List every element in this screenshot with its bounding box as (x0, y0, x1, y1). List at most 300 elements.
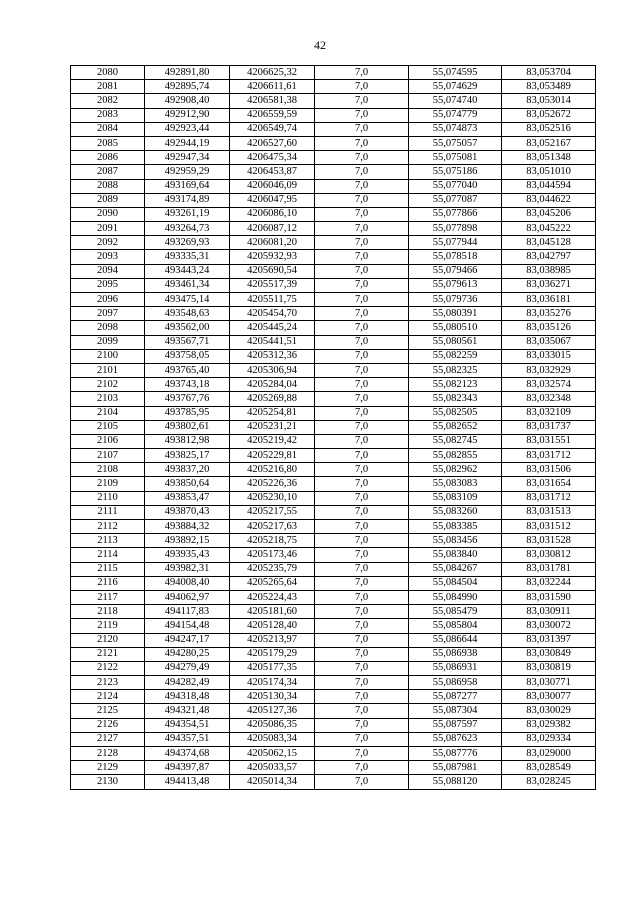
table-row (71, 321, 596, 335)
coordinates-table (70, 65, 596, 790)
point-number-cell: 2093 (71, 250, 145, 264)
y-coordinate-cell: 4205441,51 (230, 335, 315, 349)
tolerance-cell: 7,0 (315, 676, 409, 690)
table-row (71, 236, 596, 250)
table-row (71, 420, 596, 434)
page-number: 42 (314, 38, 326, 52)
latitude-cell: 55,077866 (409, 207, 502, 221)
point-number-cell: 2091 (71, 222, 145, 236)
tolerance-cell: 7,0 (315, 477, 409, 491)
tolerance-cell: 7,0 (315, 590, 409, 604)
point-number-cell: 2087 (71, 165, 145, 179)
table-row (71, 349, 596, 363)
table-row (71, 307, 596, 321)
table-row (71, 775, 596, 789)
longitude-cell: 83,029334 (502, 732, 596, 746)
x-coordinate-cell: 493169,64 (145, 179, 230, 193)
longitude-cell: 83,038985 (502, 264, 596, 278)
latitude-cell: 55,075186 (409, 165, 502, 179)
longitude-cell: 83,030077 (502, 690, 596, 704)
y-coordinate-cell: 4205219,42 (230, 434, 315, 448)
latitude-cell: 55,083456 (409, 534, 502, 548)
point-number-cell: 2095 (71, 278, 145, 292)
x-coordinate-cell: 492895,74 (145, 80, 230, 94)
point-number-cell: 2129 (71, 761, 145, 775)
table-row (71, 80, 596, 94)
point-number-cell: 2112 (71, 520, 145, 534)
tolerance-cell: 7,0 (315, 463, 409, 477)
y-coordinate-cell: 4206047,95 (230, 193, 315, 207)
point-number-cell: 2111 (71, 505, 145, 519)
x-coordinate-cell: 494279,49 (145, 661, 230, 675)
latitude-cell: 55,082259 (409, 349, 502, 363)
x-coordinate-cell: 493825,17 (145, 449, 230, 463)
tolerance-cell: 7,0 (315, 647, 409, 661)
point-number-cell: 2107 (71, 449, 145, 463)
longitude-cell: 83,032109 (502, 406, 596, 420)
x-coordinate-cell: 494154,48 (145, 619, 230, 633)
latitude-cell: 55,083083 (409, 477, 502, 491)
y-coordinate-cell: 4205230,10 (230, 491, 315, 505)
latitude-cell: 55,080510 (409, 321, 502, 335)
y-coordinate-cell: 4205213,97 (230, 633, 315, 647)
table-row (71, 491, 596, 505)
y-coordinate-cell: 4205174,34 (230, 676, 315, 690)
longitude-cell: 83,030819 (502, 661, 596, 675)
table-row (71, 136, 596, 150)
tolerance-cell: 7,0 (315, 775, 409, 789)
longitude-cell: 83,030771 (502, 676, 596, 690)
latitude-cell: 55,085479 (409, 605, 502, 619)
y-coordinate-cell: 4205127,36 (230, 704, 315, 718)
latitude-cell: 55,082855 (409, 449, 502, 463)
x-coordinate-cell: 493548,63 (145, 307, 230, 321)
longitude-cell: 83,036271 (502, 278, 596, 292)
x-coordinate-cell: 494247,17 (145, 633, 230, 647)
y-coordinate-cell: 4205173,46 (230, 548, 315, 562)
point-number-cell: 2114 (71, 548, 145, 562)
x-coordinate-cell: 493892,15 (145, 534, 230, 548)
table-row (71, 718, 596, 732)
y-coordinate-cell: 4205216,80 (230, 463, 315, 477)
longitude-cell: 83,051348 (502, 151, 596, 165)
longitude-cell: 83,032348 (502, 392, 596, 406)
tolerance-cell: 7,0 (315, 179, 409, 193)
longitude-cell: 83,035067 (502, 335, 596, 349)
latitude-cell: 55,079466 (409, 264, 502, 278)
y-coordinate-cell: 4205231,21 (230, 420, 315, 434)
point-number-cell: 2101 (71, 363, 145, 377)
x-coordinate-cell: 494357,51 (145, 732, 230, 746)
y-coordinate-cell: 4205284,04 (230, 378, 315, 392)
y-coordinate-cell: 4206046,09 (230, 179, 315, 193)
longitude-cell: 83,031737 (502, 420, 596, 434)
longitude-cell: 83,042797 (502, 250, 596, 264)
x-coordinate-cell: 493870,43 (145, 505, 230, 519)
latitude-cell: 55,074779 (409, 108, 502, 122)
table-row (71, 605, 596, 619)
tolerance-cell: 7,0 (315, 264, 409, 278)
y-coordinate-cell: 4206559,59 (230, 108, 315, 122)
point-number-cell: 2108 (71, 463, 145, 477)
latitude-cell: 55,082962 (409, 463, 502, 477)
tolerance-cell: 7,0 (315, 491, 409, 505)
latitude-cell: 55,074595 (409, 66, 502, 80)
longitude-cell: 83,031551 (502, 434, 596, 448)
latitude-cell: 55,082325 (409, 363, 502, 377)
y-coordinate-cell: 4205226,36 (230, 477, 315, 491)
tolerance-cell: 7,0 (315, 321, 409, 335)
table-row (71, 590, 596, 604)
longitude-cell: 83,031654 (502, 477, 596, 491)
latitude-cell: 55,084990 (409, 590, 502, 604)
x-coordinate-cell: 493335,31 (145, 250, 230, 264)
tolerance-cell: 7,0 (315, 434, 409, 448)
tolerance-cell: 7,0 (315, 505, 409, 519)
longitude-cell: 83,045206 (502, 207, 596, 221)
table-row (71, 207, 596, 221)
point-number-cell: 2085 (71, 136, 145, 150)
point-number-cell: 2088 (71, 179, 145, 193)
table-row (71, 151, 596, 165)
y-coordinate-cell: 4205445,24 (230, 321, 315, 335)
longitude-cell: 83,030911 (502, 605, 596, 619)
y-coordinate-cell: 4205254,81 (230, 406, 315, 420)
latitude-cell: 55,087304 (409, 704, 502, 718)
x-coordinate-cell: 494354,51 (145, 718, 230, 732)
y-coordinate-cell: 4206611,61 (230, 80, 315, 94)
table-row (71, 449, 596, 463)
x-coordinate-cell: 492912,90 (145, 108, 230, 122)
table-row (71, 193, 596, 207)
latitude-cell: 55,080391 (409, 307, 502, 321)
longitude-cell: 83,031506 (502, 463, 596, 477)
longitude-cell: 83,053014 (502, 94, 596, 108)
x-coordinate-cell: 494280,25 (145, 647, 230, 661)
latitude-cell: 55,087776 (409, 747, 502, 761)
table-row (71, 520, 596, 534)
table-row (71, 562, 596, 576)
latitude-cell: 55,084504 (409, 576, 502, 590)
y-coordinate-cell: 4206527,60 (230, 136, 315, 150)
point-number-cell: 2103 (71, 392, 145, 406)
point-number-cell: 2115 (71, 562, 145, 576)
y-coordinate-cell: 4206086,10 (230, 207, 315, 221)
longitude-cell: 83,030072 (502, 619, 596, 633)
latitude-cell: 55,077944 (409, 236, 502, 250)
point-number-cell: 2092 (71, 236, 145, 250)
table-row (71, 633, 596, 647)
tolerance-cell: 7,0 (315, 236, 409, 250)
point-number-cell: 2089 (71, 193, 145, 207)
y-coordinate-cell: 4205265,64 (230, 576, 315, 590)
y-coordinate-cell: 4205224,43 (230, 590, 315, 604)
y-coordinate-cell: 4205181,60 (230, 605, 315, 619)
y-coordinate-cell: 4205128,40 (230, 619, 315, 633)
point-number-cell: 2099 (71, 335, 145, 349)
tolerance-cell: 7,0 (315, 449, 409, 463)
point-number-cell: 2123 (71, 676, 145, 690)
tolerance-cell: 7,0 (315, 732, 409, 746)
y-coordinate-cell: 4206453,87 (230, 165, 315, 179)
y-coordinate-cell: 4205130,34 (230, 690, 315, 704)
point-number-cell: 2119 (71, 619, 145, 633)
table-row (71, 363, 596, 377)
tolerance-cell: 7,0 (315, 363, 409, 377)
tolerance-cell: 7,0 (315, 562, 409, 576)
latitude-cell: 55,082652 (409, 420, 502, 434)
longitude-cell: 83,031513 (502, 505, 596, 519)
tolerance-cell: 7,0 (315, 293, 409, 307)
x-coordinate-cell: 493765,40 (145, 363, 230, 377)
y-coordinate-cell: 4205062,15 (230, 747, 315, 761)
tolerance-cell: 7,0 (315, 136, 409, 150)
latitude-cell: 55,087597 (409, 718, 502, 732)
x-coordinate-cell: 492947,34 (145, 151, 230, 165)
longitude-cell: 83,053704 (502, 66, 596, 80)
table-row (71, 676, 596, 690)
table-row (71, 335, 596, 349)
latitude-cell: 55,086644 (409, 633, 502, 647)
longitude-cell: 83,032574 (502, 378, 596, 392)
tolerance-cell: 7,0 (315, 278, 409, 292)
x-coordinate-cell: 493758,05 (145, 349, 230, 363)
y-coordinate-cell: 4205932,93 (230, 250, 315, 264)
x-coordinate-cell: 493767,76 (145, 392, 230, 406)
tolerance-cell: 7,0 (315, 66, 409, 80)
x-coordinate-cell: 494008,40 (145, 576, 230, 590)
table-row (71, 165, 596, 179)
latitude-cell: 55,078518 (409, 250, 502, 264)
x-coordinate-cell: 492908,40 (145, 94, 230, 108)
x-coordinate-cell: 493261,19 (145, 207, 230, 221)
y-coordinate-cell: 4205218,75 (230, 534, 315, 548)
longitude-cell: 83,053489 (502, 80, 596, 94)
latitude-cell: 55,083109 (409, 491, 502, 505)
tolerance-cell: 7,0 (315, 392, 409, 406)
tolerance-cell: 7,0 (315, 633, 409, 647)
point-number-cell: 2116 (71, 576, 145, 590)
tolerance-cell: 7,0 (315, 122, 409, 136)
latitude-cell: 55,087623 (409, 732, 502, 746)
latitude-cell: 55,074740 (409, 94, 502, 108)
x-coordinate-cell: 493461,34 (145, 278, 230, 292)
x-coordinate-cell: 493812,98 (145, 434, 230, 448)
point-number-cell: 2097 (71, 307, 145, 321)
point-number-cell: 2117 (71, 590, 145, 604)
point-number-cell: 2120 (71, 633, 145, 647)
point-number-cell: 2082 (71, 94, 145, 108)
latitude-cell: 55,086958 (409, 676, 502, 690)
x-coordinate-cell: 493802,61 (145, 420, 230, 434)
longitude-cell: 83,030812 (502, 548, 596, 562)
x-coordinate-cell: 494282,49 (145, 676, 230, 690)
table-row (71, 293, 596, 307)
x-coordinate-cell: 493567,71 (145, 335, 230, 349)
point-number-cell: 2124 (71, 690, 145, 704)
x-coordinate-cell: 494321,48 (145, 704, 230, 718)
longitude-cell: 83,036181 (502, 293, 596, 307)
latitude-cell: 55,088120 (409, 775, 502, 789)
table-row (71, 661, 596, 675)
table-row (71, 250, 596, 264)
x-coordinate-cell: 494117,83 (145, 605, 230, 619)
table-row (71, 747, 596, 761)
table-row (71, 378, 596, 392)
point-number-cell: 2113 (71, 534, 145, 548)
y-coordinate-cell: 4205229,81 (230, 449, 315, 463)
tolerance-cell: 7,0 (315, 718, 409, 732)
table-row (71, 576, 596, 590)
tolerance-cell: 7,0 (315, 335, 409, 349)
point-number-cell: 2104 (71, 406, 145, 420)
longitude-cell: 83,035276 (502, 307, 596, 321)
table-row (71, 704, 596, 718)
tolerance-cell: 7,0 (315, 207, 409, 221)
y-coordinate-cell: 4205454,70 (230, 307, 315, 321)
latitude-cell: 55,077898 (409, 222, 502, 236)
tolerance-cell: 7,0 (315, 193, 409, 207)
y-coordinate-cell: 4206087,12 (230, 222, 315, 236)
x-coordinate-cell: 493982,31 (145, 562, 230, 576)
x-coordinate-cell: 493850,64 (145, 477, 230, 491)
x-coordinate-cell: 493443,24 (145, 264, 230, 278)
y-coordinate-cell: 4205179,29 (230, 647, 315, 661)
point-number-cell: 2084 (71, 122, 145, 136)
x-coordinate-cell: 493174,89 (145, 193, 230, 207)
x-coordinate-cell: 494374,68 (145, 747, 230, 761)
latitude-cell: 55,074873 (409, 122, 502, 136)
longitude-cell: 83,030029 (502, 704, 596, 718)
point-number-cell: 2118 (71, 605, 145, 619)
table-row (71, 434, 596, 448)
longitude-cell: 83,045128 (502, 236, 596, 250)
point-number-cell: 2128 (71, 747, 145, 761)
point-number-cell: 2098 (71, 321, 145, 335)
longitude-cell: 83,031781 (502, 562, 596, 576)
x-coordinate-cell: 493562,00 (145, 321, 230, 335)
table-row (71, 534, 596, 548)
latitude-cell: 55,075081 (409, 151, 502, 165)
coordinates-table-body (71, 66, 596, 790)
table-row (71, 690, 596, 704)
longitude-cell: 83,032244 (502, 576, 596, 590)
longitude-cell: 83,052672 (502, 108, 596, 122)
longitude-cell: 83,031590 (502, 590, 596, 604)
y-coordinate-cell: 4205033,57 (230, 761, 315, 775)
x-coordinate-cell: 494318,48 (145, 690, 230, 704)
latitude-cell: 55,077087 (409, 193, 502, 207)
tolerance-cell: 7,0 (315, 619, 409, 633)
longitude-cell: 83,031712 (502, 449, 596, 463)
y-coordinate-cell: 4205086,35 (230, 718, 315, 732)
tolerance-cell: 7,0 (315, 94, 409, 108)
point-number-cell: 2094 (71, 264, 145, 278)
x-coordinate-cell: 493785,95 (145, 406, 230, 420)
y-coordinate-cell: 4205312,36 (230, 349, 315, 363)
latitude-cell: 55,082123 (409, 378, 502, 392)
table-row (71, 222, 596, 236)
tolerance-cell: 7,0 (315, 250, 409, 264)
latitude-cell: 55,086938 (409, 647, 502, 661)
table-row (71, 264, 596, 278)
tolerance-cell: 7,0 (315, 151, 409, 165)
x-coordinate-cell: 494397,87 (145, 761, 230, 775)
point-number-cell: 2130 (71, 775, 145, 789)
table-row (71, 406, 596, 420)
point-number-cell: 2100 (71, 349, 145, 363)
point-number-cell: 2122 (71, 661, 145, 675)
x-coordinate-cell: 492923,44 (145, 122, 230, 136)
tolerance-cell: 7,0 (315, 576, 409, 590)
x-coordinate-cell: 493837,20 (145, 463, 230, 477)
point-number-cell: 2090 (71, 207, 145, 221)
point-number-cell: 2125 (71, 704, 145, 718)
tolerance-cell: 7,0 (315, 420, 409, 434)
tolerance-cell: 7,0 (315, 378, 409, 392)
tolerance-cell: 7,0 (315, 80, 409, 94)
longitude-cell: 83,029000 (502, 747, 596, 761)
y-coordinate-cell: 4205177,35 (230, 661, 315, 675)
longitude-cell: 83,032929 (502, 363, 596, 377)
latitude-cell: 55,087277 (409, 690, 502, 704)
y-coordinate-cell: 4205217,63 (230, 520, 315, 534)
y-coordinate-cell: 4205306,94 (230, 363, 315, 377)
y-coordinate-cell: 4205014,34 (230, 775, 315, 789)
tolerance-cell: 7,0 (315, 349, 409, 363)
y-coordinate-cell: 4206475,34 (230, 151, 315, 165)
table-row (71, 122, 596, 136)
latitude-cell: 55,086931 (409, 661, 502, 675)
point-number-cell: 2127 (71, 732, 145, 746)
longitude-cell: 83,030849 (502, 647, 596, 661)
longitude-cell: 83,031512 (502, 520, 596, 534)
x-coordinate-cell: 493475,14 (145, 293, 230, 307)
tolerance-cell: 7,0 (315, 406, 409, 420)
table-row (71, 761, 596, 775)
tolerance-cell: 7,0 (315, 548, 409, 562)
point-number-cell: 2109 (71, 477, 145, 491)
point-number-cell: 2081 (71, 80, 145, 94)
tolerance-cell: 7,0 (315, 534, 409, 548)
y-coordinate-cell: 4205690,54 (230, 264, 315, 278)
tolerance-cell: 7,0 (315, 747, 409, 761)
table-row (71, 477, 596, 491)
tolerance-cell: 7,0 (315, 222, 409, 236)
tolerance-cell: 7,0 (315, 761, 409, 775)
x-coordinate-cell: 492944,19 (145, 136, 230, 150)
tolerance-cell: 7,0 (315, 307, 409, 321)
y-coordinate-cell: 4205235,79 (230, 562, 315, 576)
longitude-cell: 83,044594 (502, 179, 596, 193)
tolerance-cell: 7,0 (315, 605, 409, 619)
longitude-cell: 83,044622 (502, 193, 596, 207)
table-row (71, 647, 596, 661)
point-number-cell: 2126 (71, 718, 145, 732)
latitude-cell: 55,079613 (409, 278, 502, 292)
y-coordinate-cell: 4206549,74 (230, 122, 315, 136)
point-number-cell: 2083 (71, 108, 145, 122)
longitude-cell: 83,052516 (502, 122, 596, 136)
point-number-cell: 2121 (71, 647, 145, 661)
x-coordinate-cell: 493935,43 (145, 548, 230, 562)
longitude-cell: 83,028245 (502, 775, 596, 789)
longitude-cell: 83,031528 (502, 534, 596, 548)
latitude-cell: 55,080561 (409, 335, 502, 349)
x-coordinate-cell: 493853,47 (145, 491, 230, 505)
tolerance-cell: 7,0 (315, 520, 409, 534)
longitude-cell: 83,033015 (502, 349, 596, 363)
